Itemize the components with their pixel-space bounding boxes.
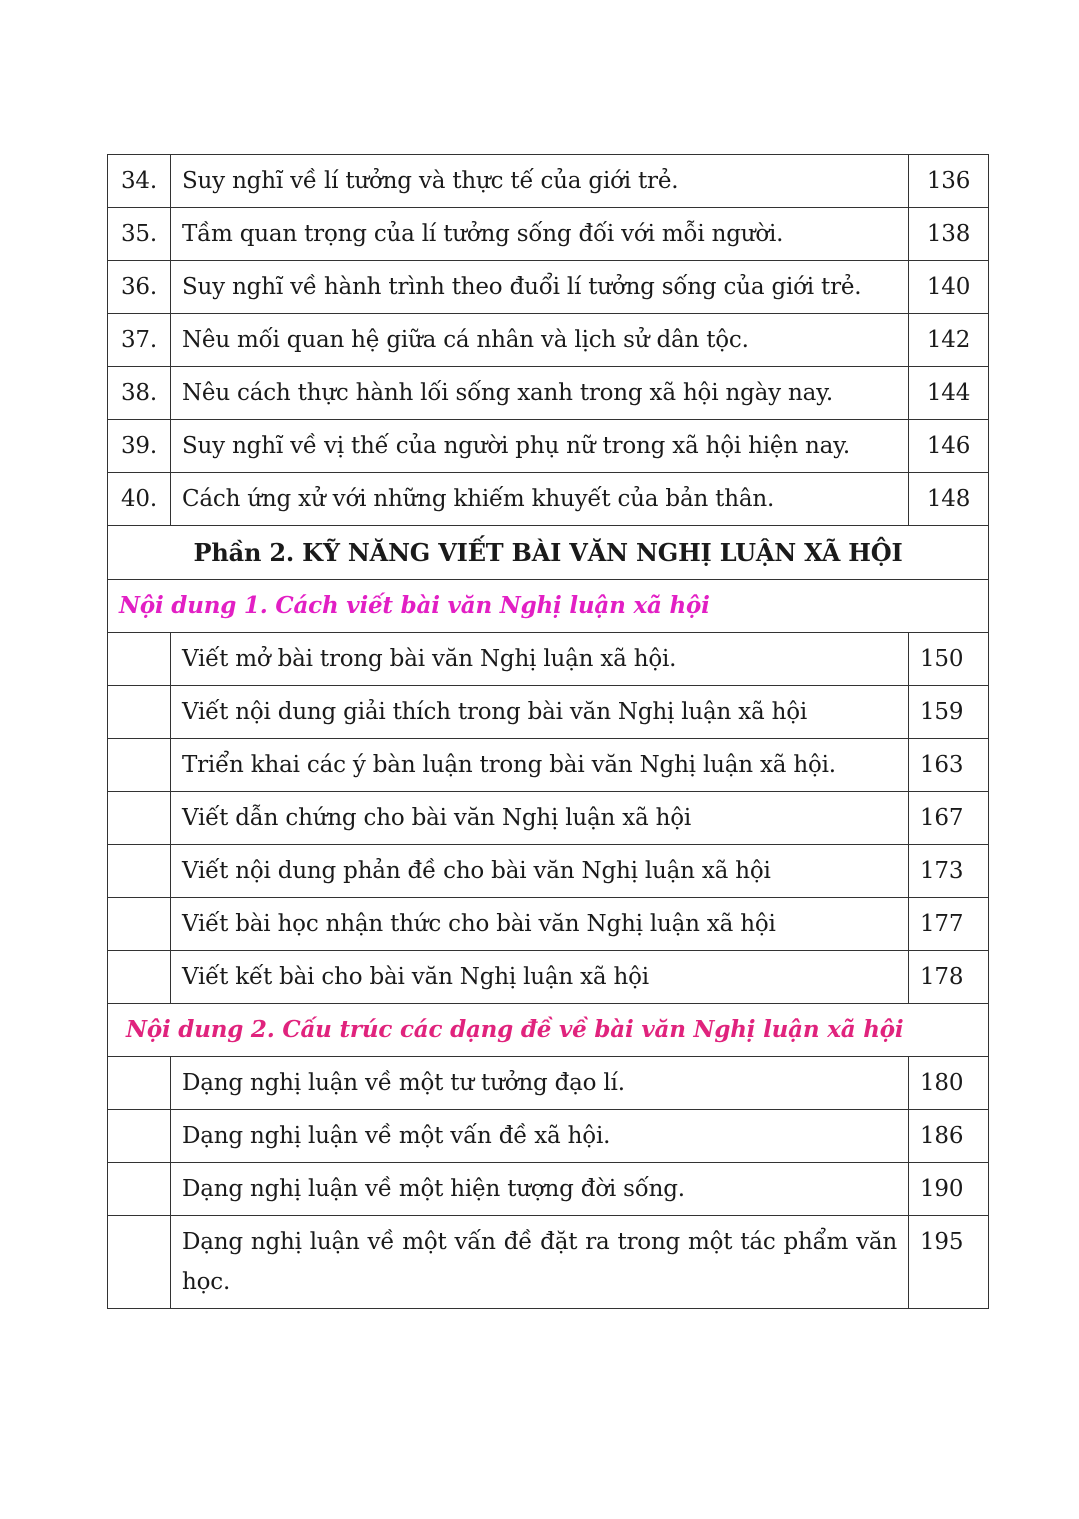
item-number [108, 633, 171, 686]
table-row [108, 1110, 989, 1163]
table-row [108, 314, 989, 367]
item-title: Dạng nghị luận về một vấn đề xã hội. [171, 1110, 909, 1163]
item-page: 190 [909, 1163, 989, 1216]
item-number: 36. [108, 261, 171, 314]
item-number: 39. [108, 420, 171, 473]
table-row [108, 1216, 989, 1309]
part-title: Phần 2. KỸ NĂNG VIẾT BÀI VĂN NGHỊ LUẬN XÃ HỘI [108, 526, 989, 580]
item-number [108, 898, 171, 951]
table-row [108, 261, 989, 314]
item-title: Suy nghĩ về hành trình theo đuổi lí tưởng sống của giới trẻ. [171, 261, 909, 314]
table-row [108, 898, 989, 951]
table-row [108, 367, 989, 420]
item-number [108, 739, 171, 792]
item-page: 150 [909, 633, 989, 686]
item-page: 163 [909, 739, 989, 792]
section-header-row [108, 1004, 989, 1057]
item-page: 146 [909, 420, 989, 473]
item-title: Suy nghĩ về lí tưởng và thực tế của giới trẻ. [171, 155, 909, 208]
part-header-row [108, 526, 989, 580]
item-page: 177 [909, 898, 989, 951]
table-row [108, 686, 989, 739]
table-row [108, 845, 989, 898]
item-title: Tầm quan trọng của lí tưởng sống đối với mỗi người. [171, 208, 909, 261]
table-row [108, 1057, 989, 1110]
item-page: 178 [909, 951, 989, 1004]
item-page: 140 [909, 261, 989, 314]
table-row [108, 208, 989, 261]
item-number: 35. [108, 208, 171, 261]
section-header-row [108, 580, 989, 633]
table-row [108, 633, 989, 686]
table-row [108, 792, 989, 845]
item-number: 34. [108, 155, 171, 208]
item-page: 142 [909, 314, 989, 367]
item-number [108, 1216, 171, 1309]
item-title: Viết dẫn chứng cho bài văn Nghị luận xã hội [171, 792, 909, 845]
table-row [108, 420, 989, 473]
item-title: Dạng nghị luận về một vấn đề đặt ra trong một tác phẩm văn học. [171, 1216, 909, 1309]
item-number [108, 792, 171, 845]
item-title: Dạng nghị luận về một tư tưởng đạo lí. [171, 1057, 909, 1110]
item-page: 173 [909, 845, 989, 898]
item-title: Nêu cách thực hành lối sống xanh trong xã hội ngày nay. [171, 367, 909, 420]
item-title: Triển khai các ý bàn luận trong bài văn Nghị luận xã hội. [171, 739, 909, 792]
table-of-contents [107, 154, 989, 1309]
table-row [108, 155, 989, 208]
table-row [108, 473, 989, 526]
item-number [108, 1163, 171, 1216]
table-row [108, 739, 989, 792]
item-title: Cách ứng xử với những khiếm khuyết của bản thân. [171, 473, 909, 526]
item-number [108, 686, 171, 739]
item-page: 159 [909, 686, 989, 739]
item-number [108, 845, 171, 898]
item-page: 186 [909, 1110, 989, 1163]
item-page: 195 [909, 1216, 989, 1309]
item-title: Viết nội dung giải thích trong bài văn Nghị luận xã hội [171, 686, 909, 739]
item-title: Viết nội dung phản đề cho bài văn Nghị luận xã hội [171, 845, 909, 898]
item-number: 37. [108, 314, 171, 367]
item-title: Viết bài học nhận thức cho bài văn Nghị luận xã hội [171, 898, 909, 951]
item-title: Suy nghĩ về vị thế của người phụ nữ trong xã hội hiện nay. [171, 420, 909, 473]
table-row [108, 1163, 989, 1216]
item-number [108, 951, 171, 1004]
item-number [108, 1110, 171, 1163]
section-title: Nội dung 1. Cách viết bài văn Nghị luận xã hội [108, 580, 989, 633]
item-page: 138 [909, 208, 989, 261]
item-page: 180 [909, 1057, 989, 1110]
item-page: 136 [909, 155, 989, 208]
item-title: Dạng nghị luận về một hiện tượng đời sống. [171, 1163, 909, 1216]
item-page: 148 [909, 473, 989, 526]
item-title: Viết mở bài trong bài văn Nghị luận xã hội. [171, 633, 909, 686]
item-page: 144 [909, 367, 989, 420]
section-title: Nội dung 2. Cấu trúc các dạng đề về bài văn Nghị luận xã hội [108, 1004, 989, 1057]
item-title: Nêu mối quan hệ giữa cá nhân và lịch sử dân tộc. [171, 314, 909, 367]
item-number: 40. [108, 473, 171, 526]
table-row [108, 951, 989, 1004]
item-title: Viết kết bài cho bài văn Nghị luận xã hội [171, 951, 909, 1004]
item-page: 167 [909, 792, 989, 845]
item-number: 38. [108, 367, 171, 420]
item-number [108, 1057, 171, 1110]
